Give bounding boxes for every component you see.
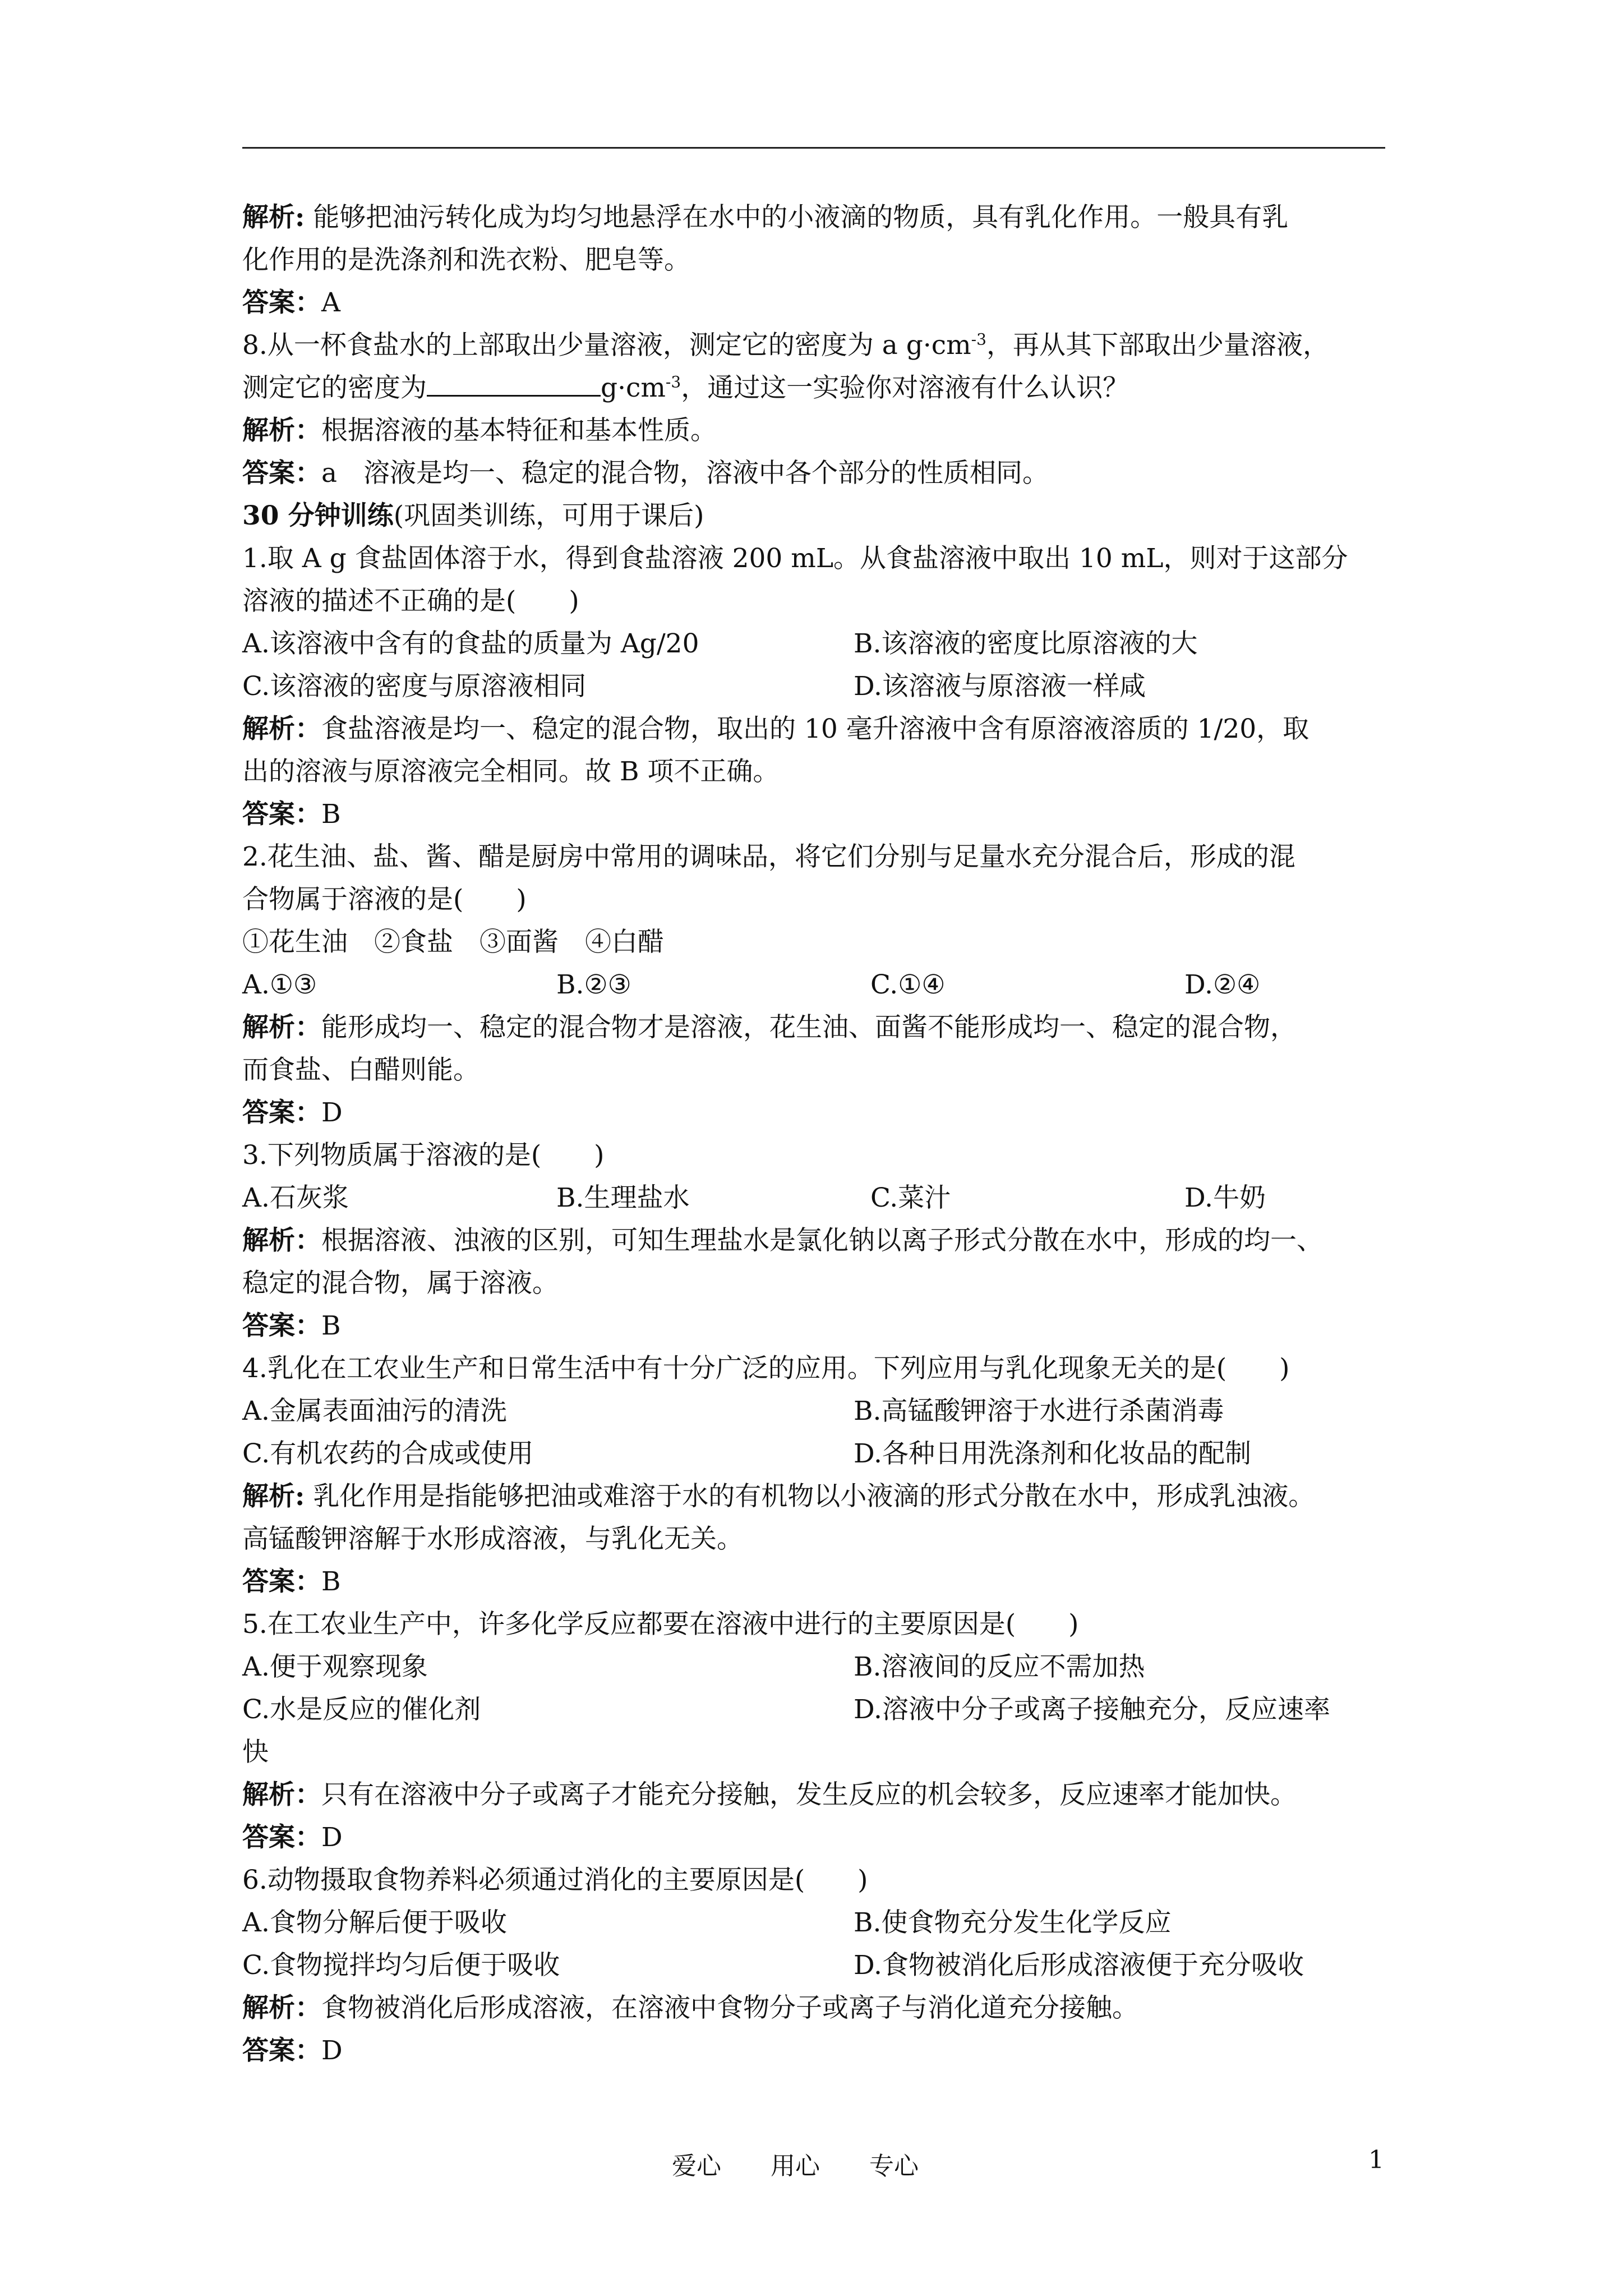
answer-blank xyxy=(427,369,601,397)
q3-analysis: 解析：根据溶液、浊液的区别，可知生理盐水是氯化钠以离子形式分散在水中，形成的均一、 xyxy=(242,1225,1323,1256)
q2-items: ①花生油 ②食盐 ③面酱 ④白醋 xyxy=(242,927,664,958)
option-a: A.金属表面油污的清洗 xyxy=(242,1396,507,1427)
q6-answer: 答案：D xyxy=(242,2035,343,2066)
q8-stem-line-1: 8.从一杯食盐水的上部取出少量溶液，测定它的密度为 a $g\cdot cm^{-3}$，再从其下部取出少量溶液， xyxy=(242,330,1329,361)
q6-options-row-1 xyxy=(242,1902,1386,1944)
q4-analysis: 解析: 乳化作用是指能够把油或难溶于水的有机物以小液滴的形式分散在水中，形成乳浊液。 xyxy=(242,1481,1315,1512)
option-c: C.水是反应的催化剂 xyxy=(242,1694,481,1725)
q1-options-row-1 xyxy=(242,623,1386,665)
option-d: D.各种日用洗涤剂和化妆品的配制 xyxy=(854,1438,1251,1469)
q4-answer: 答案：B xyxy=(242,1566,341,1597)
option-b: B.该溶液的密度比原溶液的大 xyxy=(854,628,1198,659)
section-heading: 30 分钟训练(巩固类训练，可用于课后) xyxy=(242,500,704,531)
q4-analysis-line-2: 高锰酸钾溶解于水形成溶液，与乳化无关。 xyxy=(242,1524,743,1554)
footer-motto: 爱心 用心 专心 xyxy=(672,2152,919,2180)
page-content xyxy=(242,196,1386,2072)
option-d: D.牛奶 xyxy=(1184,1182,1266,1213)
q7-analysis-line-2: 化作用的是洗涤剂和洗衣粉、肥皂等。 xyxy=(242,245,690,275)
q3-stem: 3.下列物质属于溶液的是( ) xyxy=(242,1140,605,1171)
q8-answer: 答案：a 溶液是均一、稳定的混合物，溶液中各个部分的性质相同。 xyxy=(242,458,1049,489)
q5-options-row-2 xyxy=(242,1688,1386,1731)
option-b: B.②③ xyxy=(556,969,631,1000)
q8-stem-line-2: 测定它的密度为 $g\cdot cm^{-3}$，通过这一实验你对溶液有什么认识？ xyxy=(242,367,1386,409)
q1-options-row-2 xyxy=(242,665,1386,708)
option-c: C.该溶液的密度与原溶液相同 xyxy=(242,671,587,702)
q1-stem-line-1: 1.取 A g 食盐固体溶于水，得到食盐溶液 200 mL。从食盐溶液中取出 10 mL，则对于这部分 xyxy=(242,543,1348,574)
q4-options-row-1 xyxy=(242,1390,1386,1433)
q1-analysis-line-2: 出的溶液与原溶液完全相同。故 B 项不正确。 xyxy=(242,756,780,787)
q4-options-row-2 xyxy=(242,1433,1386,1475)
q3-answer: 答案：B xyxy=(242,1310,341,1341)
q1-analysis: 解析：食盐溶液是均一、稳定的混合物，取出的 10 毫升溶液中含有原溶液溶质的 1/20，取 xyxy=(242,714,1310,744)
q8-analysis: 解析：根据溶液的基本特征和基本性质。 xyxy=(242,415,717,446)
q1-stem-line-2: 溶液的描述不正确的是( ) xyxy=(242,586,579,616)
q6-stem: 6.动物摄取食物养料必须通过消化的主要原因是( ) xyxy=(242,1865,868,1895)
option-d: D.溶液中分子或离子接触充分，反应速率 xyxy=(854,1694,1330,1725)
q2-options xyxy=(242,964,1386,1006)
q2-stem-line-2: 合物属于溶液的是( ) xyxy=(242,884,527,915)
option-c: C.有机农药的合成或使用 xyxy=(242,1438,534,1469)
q2-answer: 答案：D xyxy=(242,1097,343,1128)
q1-answer: 答案：B xyxy=(242,799,341,830)
q4-stem: 4.乳化在工农业生产和日常生活中有十分广泛的应用。下列应用与乳化现象无关的是( ) xyxy=(242,1353,1290,1384)
q6-analysis: 解析：食物被消化后形成溶液，在溶液中食物分子或离子与消化道充分接触。 xyxy=(242,1993,1138,2023)
q3-options xyxy=(242,1177,1386,1220)
header-rule xyxy=(242,147,1385,149)
option-d: D.食物被消化后形成溶液便于充分吸收 xyxy=(854,1950,1304,1981)
q5-answer: 答案：D xyxy=(242,1822,343,1853)
q7-answer: 答案：A xyxy=(242,287,340,318)
option-a: A.石灰浆 xyxy=(242,1182,349,1213)
option-c: C.①④ xyxy=(870,969,946,1000)
q3-analysis-line-2: 稳定的混合物，属于溶液。 xyxy=(242,1268,559,1299)
analysis-label: 解析 xyxy=(242,202,295,233)
option-c: C.菜汁 xyxy=(870,1182,951,1213)
option-a: A.便于观察现象 xyxy=(242,1651,428,1682)
option-b: B.溶液间的反应不需加热 xyxy=(854,1651,1145,1682)
q5-options-row-1 xyxy=(242,1646,1386,1688)
option-d: D.该溶液与原溶液一样咸 xyxy=(854,671,1146,702)
q2-stem-line-1: 2.花生油、盐、酱、醋是厨房中常用的调味品，将它们分别与足量水充分混合后，形成的混 xyxy=(242,841,1295,872)
option-c: C.食物搅拌均匀后便于吸收 xyxy=(242,1950,560,1981)
q7-analysis-line: 解析: 能够把油污转化成为均匀地悬浮在水中的小液滴的物质，具有乳化作用。一般具有乳 xyxy=(242,202,1289,233)
option-a: A.食物分解后便于吸收 xyxy=(242,1907,507,1938)
q5-option-d-wrap: 快 xyxy=(242,1737,269,1768)
q2-analysis: 解析：能形成均一、稳定的混合物才是溶液，花生油、面酱不能形成均一、稳定的混合物， xyxy=(242,1012,1297,1043)
q5-stem: 5.在工农业生产中，许多化学反应都要在溶液中进行的主要原因是( ) xyxy=(242,1609,1079,1640)
option-b: B.使食物充分发生化学反应 xyxy=(854,1907,1172,1938)
option-b: B.生理盐水 xyxy=(556,1182,690,1213)
option-a: A.①③ xyxy=(242,969,317,1000)
option-d: D.②④ xyxy=(1184,969,1261,1000)
analysis-text: 能够把油污转化成为均匀地悬浮在水中的小液滴的物质，具有乳化作用。一般具有乳 xyxy=(313,202,1289,233)
option-b: B.高锰酸钾溶于水进行杀菌消毒 xyxy=(854,1396,1224,1427)
q5-analysis: 解析：只有在溶液中分子或离子才能充分接触，发生反应的机会较多，反应速率才能加快。 xyxy=(242,1779,1297,1810)
q2-analysis-line-2: 而食盐、白醋则能。 xyxy=(242,1055,479,1085)
q6-options-row-2 xyxy=(242,1944,1386,1987)
option-a: A.该溶液中含有的食盐的质量为 Ag/20 xyxy=(242,628,699,659)
page-number: 1 xyxy=(1368,2146,1384,2174)
